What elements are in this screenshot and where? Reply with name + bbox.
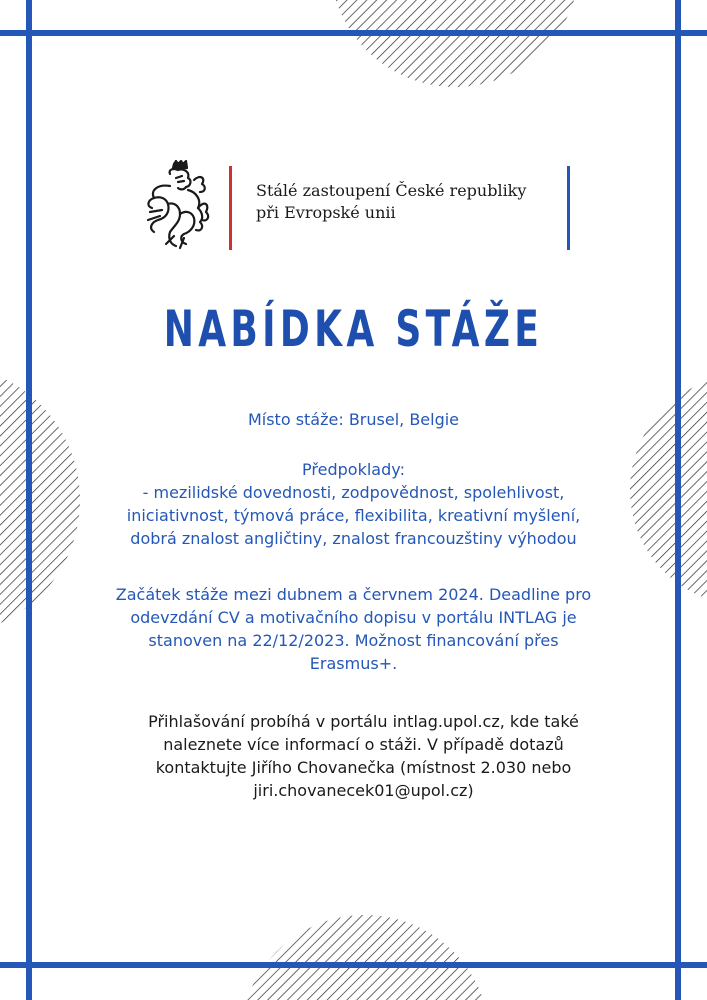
requirements-heading: Předpoklady: bbox=[302, 460, 405, 479]
application-line: Přihlašování probíhá v portálu intlag.upol.cz, kde také bbox=[148, 712, 579, 731]
start-info-section bbox=[60, 583, 647, 675]
organization-name-line1: Stálé zastoupení České republiky bbox=[256, 181, 527, 200]
application-line: kontaktujte Jiřího Chovanečka (místnost 2.030 nebo bbox=[155, 758, 572, 777]
page-title: NABÍDKA STÁŽE bbox=[163, 300, 544, 358]
application-line: jiri.chovanecek01@upol.cz) bbox=[253, 781, 474, 800]
hatched-circle-bottom bbox=[240, 915, 490, 1000]
requirements-section bbox=[60, 458, 647, 550]
organization-name bbox=[256, 180, 556, 224]
organization-logo bbox=[140, 160, 580, 255]
requirements-line: - mezilidské dovednosti, zodpovědnost, spolehlivost, bbox=[142, 483, 565, 502]
hatched-circle-top bbox=[330, 0, 580, 87]
application-line: naleznete více informací o stáži. V případě dotazů bbox=[163, 735, 564, 754]
start-info-line: odevzdání CV a motivačního dopisu v portálu INTLAG je bbox=[130, 608, 577, 627]
start-info-line: Začátek stáže mezi dubnem a červnem 2024. Deadline pro bbox=[115, 585, 592, 604]
application-section bbox=[80, 710, 647, 802]
requirements-line: iniciativnost, týmová práce, flexibilita, kreativní myšlení, bbox=[126, 506, 581, 525]
requirements-line: dobrá znalost angličtiny, znalost francouzštiny výhodou bbox=[130, 529, 577, 548]
start-info-line: stanoven na 22/12/2023. Možnost financování přes bbox=[148, 631, 559, 650]
czech-lion-icon bbox=[140, 160, 212, 252]
logo-red-divider bbox=[229, 166, 232, 250]
organization-name-line2: při Evropské unii bbox=[256, 203, 396, 222]
logo-blue-divider bbox=[567, 166, 570, 250]
location-text: Místo stáže: Brusel, Belgie bbox=[247, 410, 460, 429]
start-info-line: Erasmus+. bbox=[309, 654, 398, 673]
